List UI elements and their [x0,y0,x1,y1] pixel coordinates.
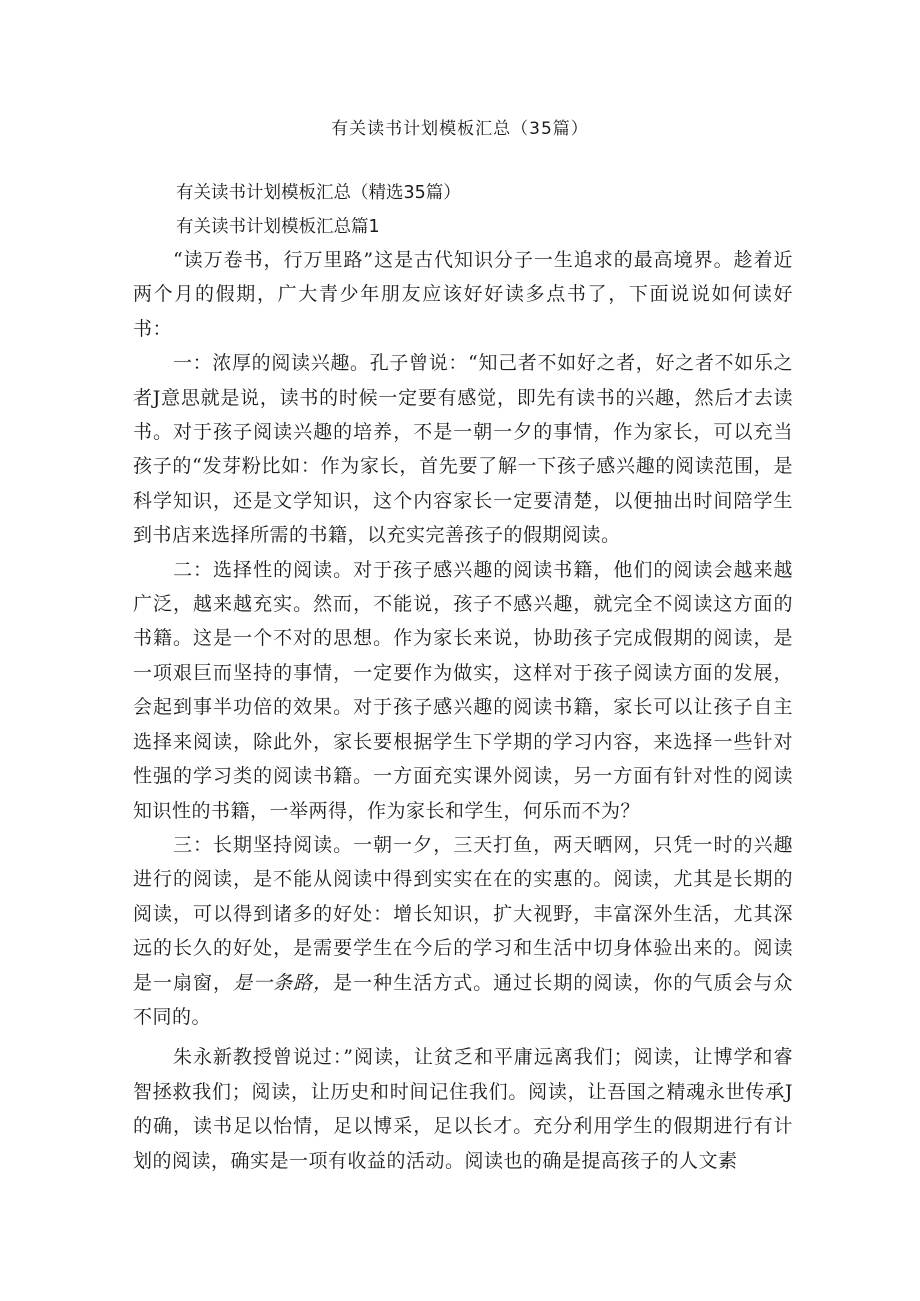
document-subtitle: 有关读书计划模板汇总（精选35篇） [176,183,461,203]
document-body [133,243,793,1178]
paragraph-intro: “读万卷书，行万里路”这是古代知识分子一生追求的最高境界。趁着近两个月的假期，广大青少年朋友应该好好读多点书了，下面说说如何读好书： [133,249,793,340]
paragraph-selective-reading: 二：选择性的阅读。对于孩子感兴趣的阅读书籍，他们的阅读会越来越广泛，越来越充实。然而，不能说，孩子不感兴趣，就完全不阅读这方面的书籍。这是一个不对的思想。作为家长来说，协助孩子完成假期的阅读，是一项艰巨而坚持的事情，一定要作为做实，这样对于孩子阅读方面的发展，会起到事半功倍的效果。对于孩子感兴趣的阅读书籍，家长可以让孩子自主选择来阅读，除此外，家长要根据学生下学期的学习内容，来选择一些针对性强的学习类的阅读书籍。一方面充实课外阅读，另一方面有针对性的阅读知识性的书籍，一举两得，作为家长和学生，何乐而不为？ [133,558,793,822]
section-heading: 有关读书计划模板汇总篇1 [176,217,380,237]
paragraph-italic-text: 是一条路， [233,971,334,994]
paragraph-persistent-reading [133,828,793,1034]
paragraph-text: 三：长期坚持阅读。一朝一夕，三天打鱼，两天晒网，只凭一时的兴趣进行的阅读，是不能从阅读中得到实实在在的实惠的。阅读，尤其是长期的阅读，可以得到诸多的好处：增长知识，扩大视野，丰富深外生活，尤其深远的长久的好处，是需要学生在今后的学习和生活中切身体验出来的。阅读是一扇窗， [133,833,793,994]
document-title: 有关读书计划模板汇总（35篇） [331,119,589,139]
paragraph-text: 是一种生活方式。通过长期的阅读，你的气质会与众不同的。 [133,971,793,1028]
paragraph-quote: 朱永新教授曾说过：”阅读，让贫乏和平庸远离我们；阅读，让博学和睿智拯救我们；阅读，让历史和时间记住我们。阅读，让吾国之精魂永世传承J的确，读书足以怡情，足以博采，足以长才。充分利用学生的假期进行有计划的阅读，确实是一项有收益的活动。阅读也的确是提高孩子的人文素 [133,1046,793,1172]
paragraph-interest: 一：浓厚的阅读兴趣。孔子曾说：“知己者不如好之者，好之者不如乐之者J意思就是说，读书的时候一定要有感觉，即先有读书的兴趣，然后才去读书。对于孩子阅读兴趣的培养，不是一朝一夕的事情，作为家长，可以充当孩子的“发芽粉比如：作为家长，首先要了解一下孩子感兴趣的阅读范围，是科学知识，还是文学知识，这个内容家长一定要清楚，以便抽出时间陪学生到书店来选择所需的书籍，以充实完善孩子的假期阅读。 [133,352,793,547]
